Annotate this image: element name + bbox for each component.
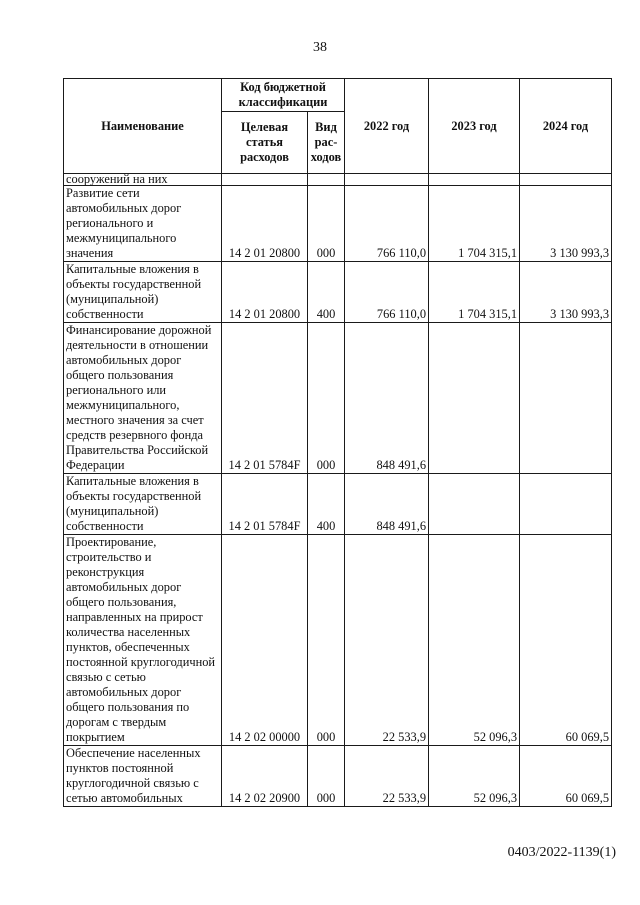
table-row xyxy=(64,746,612,807)
row-name: Развитие сети автомобильных дорог регионального и межмуниципального значения xyxy=(64,186,222,262)
header-expense-type: Вид рас-ходов xyxy=(308,112,345,174)
row-2022: 22 533,9 xyxy=(345,746,429,807)
row-type: 400 xyxy=(308,262,345,323)
row-2022: 766 110,0 xyxy=(345,262,429,323)
row-type xyxy=(308,174,345,186)
row-name: Проектирование, строительство и реконструкция автомобильных дорог общего пользования, направленных на прирост количества населенных пунктов, обеспеченных постоянной круглогодичной связью с сетью автомобильных дорог общего пользования по дорогам с твердым покрытием xyxy=(64,535,222,746)
table-row xyxy=(64,323,612,474)
row-type: 000 xyxy=(308,746,345,807)
budget-table xyxy=(63,78,612,807)
row-code: 14 2 01 5784F xyxy=(222,323,308,474)
row-2022 xyxy=(345,174,429,186)
row-name: Обеспечение населенных пунктов постоянной круглогодичной связью с сетью автомобильных xyxy=(64,746,222,807)
header-2022: 2022 год xyxy=(345,79,429,174)
row-name: Капитальные вложения в объекты государственной (муниципальной) собственности xyxy=(64,262,222,323)
row-code: 14 2 01 5784F xyxy=(222,474,308,535)
header-target-article: Целевая статья расходов xyxy=(222,112,308,174)
table-row xyxy=(64,186,612,262)
header-code-group: Код бюджетной классификации xyxy=(222,79,345,112)
row-type: 000 xyxy=(308,535,345,746)
row-2023: 1 704 315,1 xyxy=(429,186,520,262)
row-2023: 52 096,3 xyxy=(429,746,520,807)
row-2023: 1 704 315,1 xyxy=(429,262,520,323)
table-row xyxy=(64,262,612,323)
table-row xyxy=(64,474,612,535)
row-2024: 60 069,5 xyxy=(520,535,612,746)
header-2023: 2023 год xyxy=(429,79,520,174)
row-2024 xyxy=(520,323,612,474)
row-name: сооружений на них xyxy=(64,174,222,186)
row-code xyxy=(222,174,308,186)
row-name: Капитальные вложения в объекты государственной (муниципальной) собственности xyxy=(64,474,222,535)
row-code: 14 2 01 20800 xyxy=(222,186,308,262)
row-2022: 848 491,6 xyxy=(345,474,429,535)
header-name: Наименование xyxy=(64,79,222,174)
row-type: 400 xyxy=(308,474,345,535)
header-2024: 2024 год xyxy=(520,79,612,174)
table-row xyxy=(64,535,612,746)
row-2022: 766 110,0 xyxy=(345,186,429,262)
row-2024: 3 130 993,3 xyxy=(520,186,612,262)
row-2022: 22 533,9 xyxy=(345,535,429,746)
table-row xyxy=(64,174,612,186)
row-2024 xyxy=(520,174,612,186)
row-2023 xyxy=(429,474,520,535)
row-2024: 60 069,5 xyxy=(520,746,612,807)
row-code: 14 2 02 00000 xyxy=(222,535,308,746)
document-code: 0403/2022-1139(1) xyxy=(507,845,616,860)
page-number: 38 xyxy=(313,40,327,55)
row-name: Финансирование дорожной деятельности в отношении автомобильных дорог общего пользования регионального или межмуниципального, местного значения за счет средств резервного фонда Правительства Российской Федерации xyxy=(64,323,222,474)
row-2024: 3 130 993,3 xyxy=(520,262,612,323)
row-code: 14 2 01 20800 xyxy=(222,262,308,323)
row-2022: 848 491,6 xyxy=(345,323,429,474)
row-type: 000 xyxy=(308,186,345,262)
row-2024 xyxy=(520,474,612,535)
row-2023 xyxy=(429,174,520,186)
row-2023 xyxy=(429,323,520,474)
row-code: 14 2 02 20900 xyxy=(222,746,308,807)
row-type: 000 xyxy=(308,323,345,474)
row-2023: 52 096,3 xyxy=(429,535,520,746)
